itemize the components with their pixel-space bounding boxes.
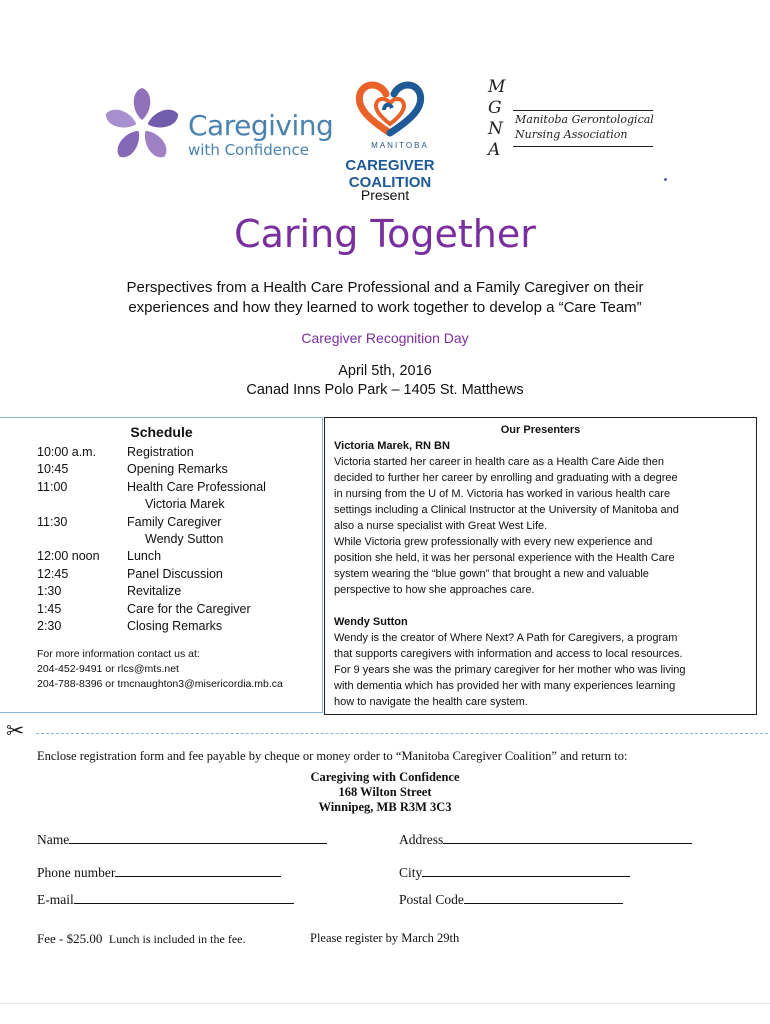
mgna-letter: A xyxy=(488,140,501,160)
subtitle xyxy=(0,278,770,318)
postal-code-blank[interactable] xyxy=(464,892,623,904)
name-label: Name xyxy=(37,832,70,847)
presenter-bio-line: also a nurse specialist with Great West Life. xyxy=(334,520,548,532)
fee-info xyxy=(37,931,245,947)
org-line2: 168 Wilton Street xyxy=(338,785,432,799)
schedule-event: Panel Discussion xyxy=(127,566,223,581)
schedule-time: 10:00 a.m. xyxy=(37,445,97,459)
mgna-letter: G xyxy=(488,98,502,118)
schedule-row xyxy=(37,548,322,565)
mgna-rule-top xyxy=(513,110,653,111)
register-deadline: Please register by March 29th xyxy=(310,931,460,945)
schedule-time: 10:45 xyxy=(37,462,69,477)
presenter-bio-line: system wearing the “blue gown” that brought a new and valuable xyxy=(334,568,649,580)
stray-dot xyxy=(664,178,667,181)
address-label: Address xyxy=(399,832,444,847)
schedule-row xyxy=(37,583,322,600)
cwc-line1: Caregiving xyxy=(188,109,334,142)
presenter-bio-line: For 9 years she was the primary caregiver for her mother who was living xyxy=(334,664,686,676)
caregiving-with-confidence-logo xyxy=(100,76,190,172)
schedule-event: Care for the Caregiver xyxy=(127,601,251,616)
city-field[interactable] xyxy=(399,865,630,881)
schedule-row xyxy=(37,479,322,496)
mgna-letter: N xyxy=(488,119,503,139)
schedule-row xyxy=(37,531,322,548)
schedule-time: 12:45 xyxy=(37,566,69,581)
schedule-presenter: Wendy Sutton xyxy=(145,531,224,546)
phone-label: Phone number xyxy=(37,865,116,880)
postal-code-label: Postal Code xyxy=(399,892,464,907)
presenter-bio-line: decided to further her career by enrolling and graduating with a degree xyxy=(334,472,678,484)
presenter-bio-line: While Victoria grew professionally with every new experience and xyxy=(334,536,653,548)
schedule-time xyxy=(37,531,127,548)
schedule-time: 11:30 xyxy=(37,514,68,529)
event-venue: Canad Inns Polo Park – 1405 St. Matthews xyxy=(246,382,524,398)
mailing-address xyxy=(0,770,770,815)
schedule-event: Closing Remarks xyxy=(127,618,223,633)
schedule-time: 2:30 xyxy=(37,618,62,633)
event-date: April 5th, 2016 xyxy=(338,363,432,379)
presenter-bio-line: perspective to how she approaches care. xyxy=(334,584,535,596)
subtitle-line1: Perspectives from a Health Care Professional and a Family Caregiver on their xyxy=(126,279,644,296)
contact-line1: For more information contact us at: xyxy=(37,648,200,660)
schedule-event: Revitalize xyxy=(127,584,182,599)
mgna-name-line1: Manitoba Gerontological xyxy=(515,113,654,126)
org-line3: Winnipeg, MB R3M 3C3 xyxy=(318,800,452,814)
presenter-name: Wendy Sutton xyxy=(334,616,408,628)
paragraph-gap xyxy=(334,598,748,614)
schedule-row xyxy=(37,514,322,531)
page-title: Caring Together xyxy=(234,212,536,256)
mgna-letter: M xyxy=(488,77,506,97)
presenter-name: Victoria Marek, RN BN xyxy=(334,440,450,452)
city-label: City xyxy=(399,865,423,880)
schedule-event: Registration xyxy=(127,445,194,459)
mcc-sub: MANITOBA xyxy=(371,141,429,150)
schedule-event: Health Care Professional xyxy=(127,479,266,494)
mgna-name xyxy=(515,112,655,142)
schedule-time: 12:00 noon xyxy=(37,549,100,564)
star-hearts-logo-icon xyxy=(100,76,190,172)
schedule-time: 11:00 xyxy=(37,479,68,494)
mgna-letters xyxy=(488,77,505,161)
postal-code-field[interactable] xyxy=(399,892,623,908)
schedule-row xyxy=(37,496,322,513)
page-bottom-rule xyxy=(0,1003,770,1004)
schedule-row xyxy=(37,618,322,635)
email-label: E-mail xyxy=(37,892,74,907)
caregiving-with-confidence-wordmark xyxy=(188,109,334,159)
phone-field[interactable] xyxy=(37,865,281,881)
fee-amount: Fee - $25.00 xyxy=(37,931,103,946)
schedule-row xyxy=(37,444,322,461)
contact-line3: 204-788-8396 or tmcnaughton3@misericordia.mb.ca xyxy=(37,678,283,690)
mgna-name-line2: Nursing Association xyxy=(515,128,628,141)
presenter-bio-line: how to navigate the health care system. xyxy=(334,696,528,708)
presenter-bio-line: position she held, it was her personal experience with the Health Care xyxy=(334,552,675,564)
presenter-bio-line: Wendy is the creator of Where Next? A Path for Caregivers, a program xyxy=(334,632,678,644)
interlocking-hearts-logo-icon xyxy=(350,78,430,140)
contact-line2: 204-452-9491 or rlcs@mts.net xyxy=(37,663,179,675)
schedule-time: 1:30 xyxy=(37,584,62,599)
fee-note: Lunch is included in the fee. xyxy=(108,932,246,946)
presenter-bio-line: with dementia which has provided her with many experiences learning xyxy=(334,680,676,692)
presenter-bio-line: Victoria started her career in health care as a Health Care Aide then xyxy=(334,456,664,468)
schedule-presenter: Victoria Marek xyxy=(145,497,225,512)
cwc-line2: with Confidence xyxy=(188,141,309,159)
presenters-text xyxy=(334,438,748,710)
present-text: Present xyxy=(360,187,410,203)
org-line1: Caregiving with Confidence xyxy=(310,770,460,784)
scissors-icon: ✂ xyxy=(6,718,25,743)
schedule-event: Family Caregiver xyxy=(127,514,222,529)
contact-info xyxy=(37,647,283,692)
address-field[interactable] xyxy=(399,832,692,848)
schedule-time: 1:45 xyxy=(37,601,62,616)
schedule-event: Opening Remarks xyxy=(127,462,228,477)
schedule-time xyxy=(37,496,127,513)
schedule-list xyxy=(37,444,322,635)
name-field[interactable] xyxy=(37,832,327,848)
caregiver-coalition-logo xyxy=(350,78,430,140)
schedule-event: Lunch xyxy=(127,549,162,564)
name-blank[interactable] xyxy=(69,832,327,844)
phone-blank[interactable] xyxy=(115,865,281,877)
schedule-row xyxy=(37,461,322,478)
email-field[interactable] xyxy=(37,892,294,908)
presenter-bio-line: that supports caregivers with information and access to local resources. xyxy=(334,648,683,660)
enclose-instructions: Enclose registration form and fee payable by cheque or money order to “Manitoba Caregiver Coalition” and return to: xyxy=(37,749,628,763)
city-blank[interactable] xyxy=(422,865,630,877)
mgna-rule-bottom xyxy=(513,146,653,147)
schedule-row xyxy=(37,566,322,583)
schedule-heading: Schedule xyxy=(130,424,193,440)
recognition-day: Caregiver Recognition Day xyxy=(301,330,469,346)
presenter-bio-line: settings including a Clinical Instructor at the University of Manitoba and xyxy=(334,504,679,516)
cut-line xyxy=(36,733,768,734)
email-blank[interactable] xyxy=(74,892,294,904)
mcc-title: CAREGIVER COALITION xyxy=(345,157,435,191)
schedule-row xyxy=(37,601,322,618)
presenters-heading: Our Presenters xyxy=(500,424,581,436)
address-blank[interactable] xyxy=(443,832,692,844)
presenter-bio-line: in nursing from the U of M. Victoria has worked in various health care xyxy=(334,488,671,500)
subtitle-line2: experiences and how they learned to work together to develop a “Care Team” xyxy=(128,299,642,316)
